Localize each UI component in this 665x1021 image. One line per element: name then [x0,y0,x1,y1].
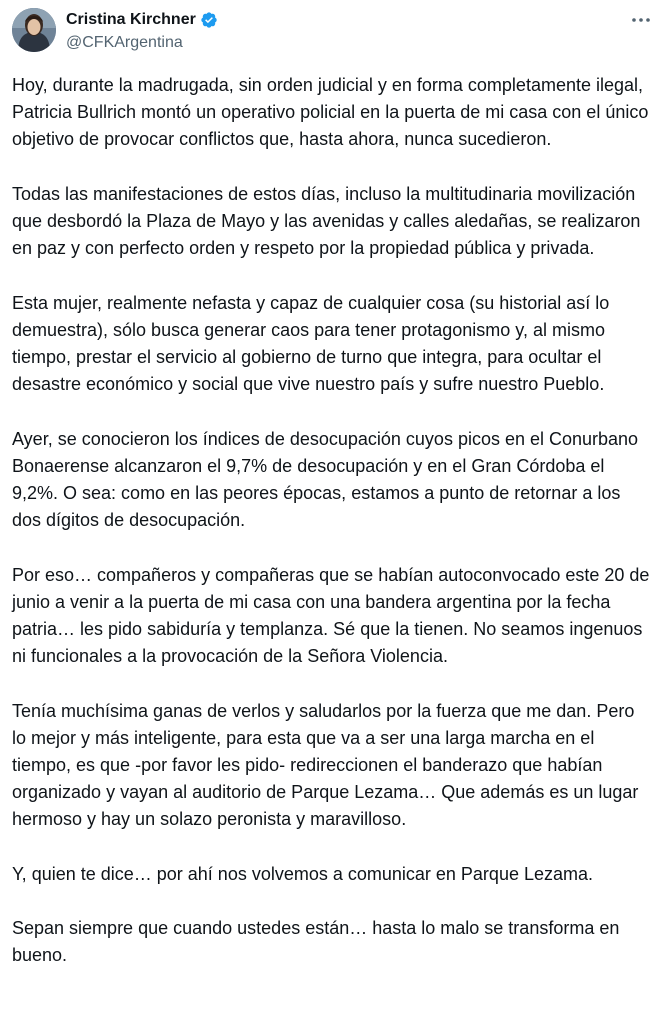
tweet-text [12,72,653,970]
tweet-paragraph: Ayer, se conocieron los índices de desocupación cuyos picos en el Conurbano Bonaerense alcanzaron el 9,7% de desocupación y en el Gran Córdoba el 9,2%. O sea: como en las peores épocas, estamos a punto de retornar a los dos dígitos de desocupación. [12,428,639,531]
more-options-icon[interactable] [629,10,653,30]
tweet-paragraph: Esta mujer, realmente nefasta y capaz de cualquier cosa (su historial así lo demuestra), sólo busca generar caos para tener protagonismo y, al mismo tiempo, prestar el servicio al gobierno de turno que integra, para ocultar el desastre económico y social que vive nuestro país y sufre nuestro Pueblo. [12,292,610,395]
tweet-paragraph: Todas las manifestaciones de estos días, incluso la multitudinaria movilización que desbordó la Plaza de Mayo y las avenidas y calles aledañas, se realizaron en paz y con perfecto orden y respeto por la propiedad pública y privada. [12,183,641,259]
avatar[interactable] [12,8,56,52]
tweet-header [0,0,665,64]
verified-badge-icon [200,11,218,29]
display-name[interactable]: Cristina Kirchner [66,11,196,28]
profile-photo-icon [12,8,56,52]
tweet-paragraph: Sepan siempre que cuando ustedes están… hasta lo malo se transforma en bueno. [12,918,620,966]
tweet-paragraph: Hoy, durante la madrugada, sin orden judicial y en forma completamente ilegal, Patricia Bullrich montó un operativo policial en la puerta de mi casa con el único objetivo de provocar conflictos que, hasta ahora, nunca sucedieron. [12,75,649,150]
tweet-paragraph: Y, quien te dice… por ahí nos volvemos a comunicar en Parque Lezama. [12,863,594,884]
tweet-paragraph: Por eso… compañeros y compañeras que se habían autoconvocado este 20 de junio a venir a la puerta de mi casa con una bandera argentina por la fecha patria… les pido sabiduría y templanza. Sé que la tienen. No seamos ingenuos ni funcionales a la provocación de la Señora Violencia. [12,564,650,667]
author-name-row [66,9,218,31]
author-handle[interactable]: @CFKArgentina [66,34,183,51]
tweet-paragraph: Tenía muchísima ganas de verlos y saludarlos por la fuerza que me dan. Pero lo mejor y más inteligente, para esta que va a ser una larga marcha en el tiempo, es que -por favor les pido- redireccionen el banderazo que habían organizado y vayan al auditorio de Parque Lezama… Que además es un lugar hermoso y hay un solazo peronista y maravilloso. [12,700,639,830]
